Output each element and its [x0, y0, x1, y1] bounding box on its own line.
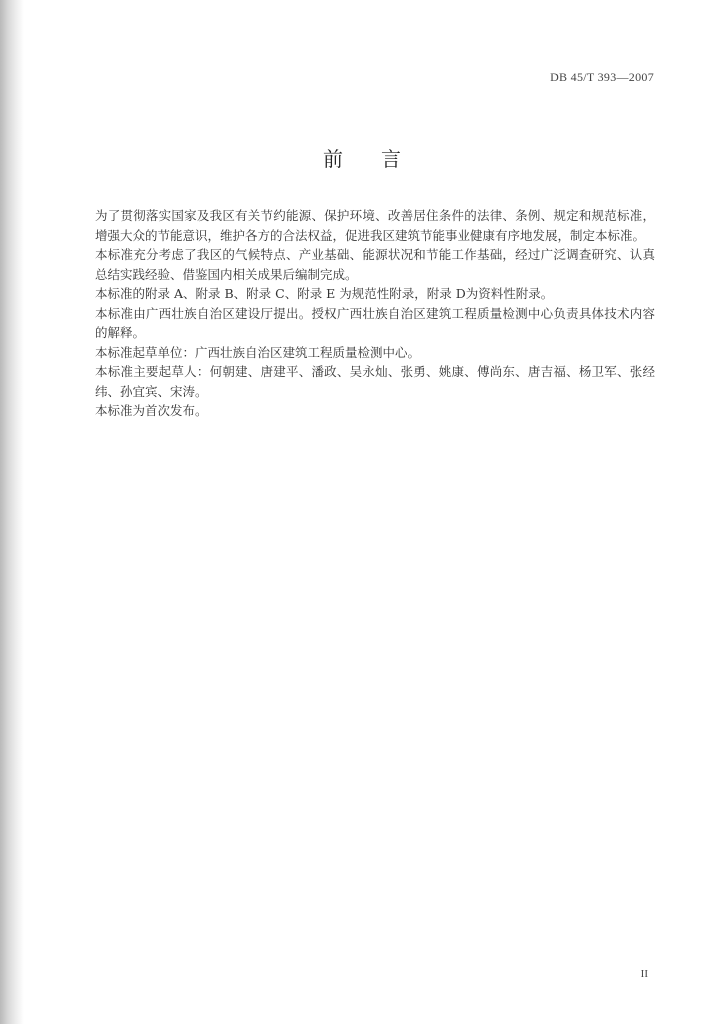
page-title: 前言 — [323, 147, 439, 171]
paragraph-drafters: 本标准主要起草人：何朝建、唐建平、潘政、吴永灿、张勇、姚康、傅尚东、唐吉福、杨卫军、张经纬、孙宜宾、宋涛。 — [95, 364, 655, 399]
paragraph-drafting-unit: 本标准起草单位：广西壮族自治区建筑工程质量检测中心。 — [95, 344, 421, 360]
page-number: II — [640, 968, 648, 980]
document-code: DB 45/T 393—2007 — [550, 70, 654, 84]
paragraph-appendices: 本标准的附录 A、附录 B、附录 C、附录 E 为规范性附录，附录 D为资料性附录。 — [95, 286, 554, 301]
foreword-body — [95, 206, 655, 421]
paragraph-first-release: 本标准为首次发布。 — [95, 403, 208, 418]
paragraph-purpose: 为了贯彻落实国家及我区有关节约能源、保护环境、改善居住条件的法律、条例、规定和规范标准，增强大众的节能意识，维护各方的合法权益，促进我区建筑节能事业健康有序地发展，制定本标准。 — [95, 208, 655, 243]
paragraph-basis: 本标准充分考虑了我区的气候特点、产业基础、能源状况和节能工作基础，经过广泛调查研究、认真总结实践经验、借鉴国内相关成果后编制完成。 — [95, 247, 655, 282]
paragraph-proposer: 本标准由广西壮族自治区建设厅提出。授权广西壮族自治区建筑工程质量检测中心负责具体技术内容的解释。 — [95, 305, 655, 340]
